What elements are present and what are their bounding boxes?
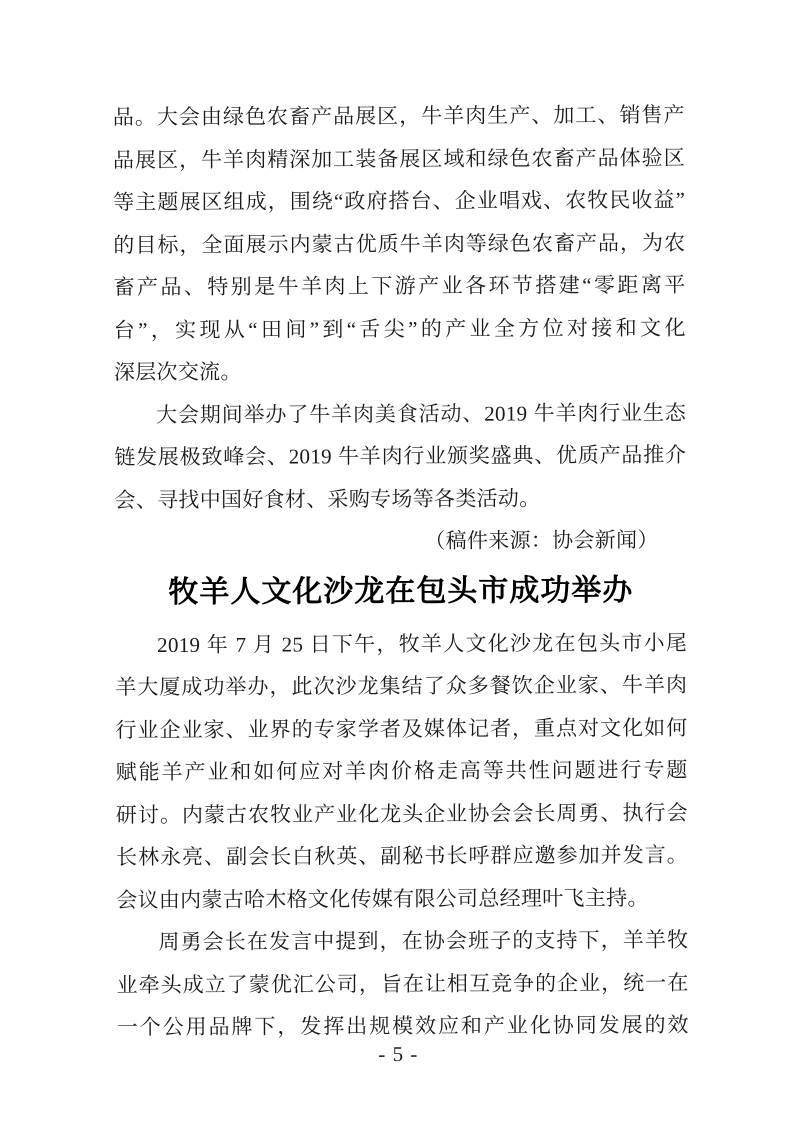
body-line: 会、寻找中国好食材、采购专场等各类活动。 [114, 485, 541, 512]
body-line: 等主题展区组成，围绕“政府搭台、企业唱戏、农牧民收益” [113, 187, 686, 215]
body-line: 羊大厦成功举办，此次沙龙集结了众多餐饮企业家、牛羊肉 [115, 672, 688, 700]
body-line: 研讨。内蒙古农牧业产业化龙头企业协会会长周勇、执行会 [115, 800, 688, 827]
body-line: 品展区，牛羊肉精深加工装备展区域和绿色农畜产品体验区 [112, 145, 686, 172]
paragraph-zhouyong-speech [116, 919, 689, 1049]
body-line: 品。大会由绿色农畜产品展区，牛羊肉生产、加工、销售产 [112, 102, 685, 130]
body-text-block [113, 94, 689, 1049]
source-attribution: （稿件来源：协会新闻） [424, 527, 659, 553]
paragraph-salon-intro [115, 621, 688, 921]
paragraph-continuation [113, 94, 686, 394]
body-line: 链发展极致峰会、2019 牛羊肉行业颁奖盛典、优质产品推介 [114, 442, 687, 470]
body-line: 深层次交流。 [113, 359, 242, 385]
paragraph-events [114, 391, 687, 521]
body-line: 大会期间举办了牛羊肉美食活动、2019 牛羊肉行业生态 [156, 400, 687, 427]
body-line: 行业企业家、业界的专家学者及媒体记者，重点对文化如何 [115, 715, 688, 742]
body-line: 一个公用品牌下，发挥出规模效应和产业化协同发展的效 [116, 1012, 689, 1040]
body-line: 畜产品、特别是牛羊肉上下游产业各环节搭建“零距离平 [113, 272, 686, 300]
body-line: 2019 年 7 月 25 日下午，牧羊人文化沙龙在包头市小尾 [157, 630, 688, 657]
body-line: 长林永亮、副会长白秋英、副秘书长呼群应邀参加并发言。 [115, 842, 689, 870]
body-line: 赋能羊产业和如何应对羊肉价格走高等共性问题进行专题 [115, 757, 688, 785]
body-line: 周勇会长在发言中提到，在协会班子的支持下，羊羊牧 [158, 927, 689, 955]
article-title: 牧羊人文化沙龙在包头市成功举办 [168, 573, 634, 609]
body-line: 业牵头成立了蒙优汇公司，旨在让相互竞争的企业，统一在 [116, 970, 689, 997]
body-line: 台”，实现从“田间”到“舌尖”的产业全方位对接和文化 [113, 315, 686, 342]
body-line: 的目标，全面展示内蒙古优质牛羊肉等绿色农畜产品，为农 [113, 230, 686, 257]
body-line: 会议由内蒙古哈木格文化传媒有限公司总经理叶飞主持。 [116, 885, 649, 912]
page-number: - 5 - [378, 1041, 419, 1067]
